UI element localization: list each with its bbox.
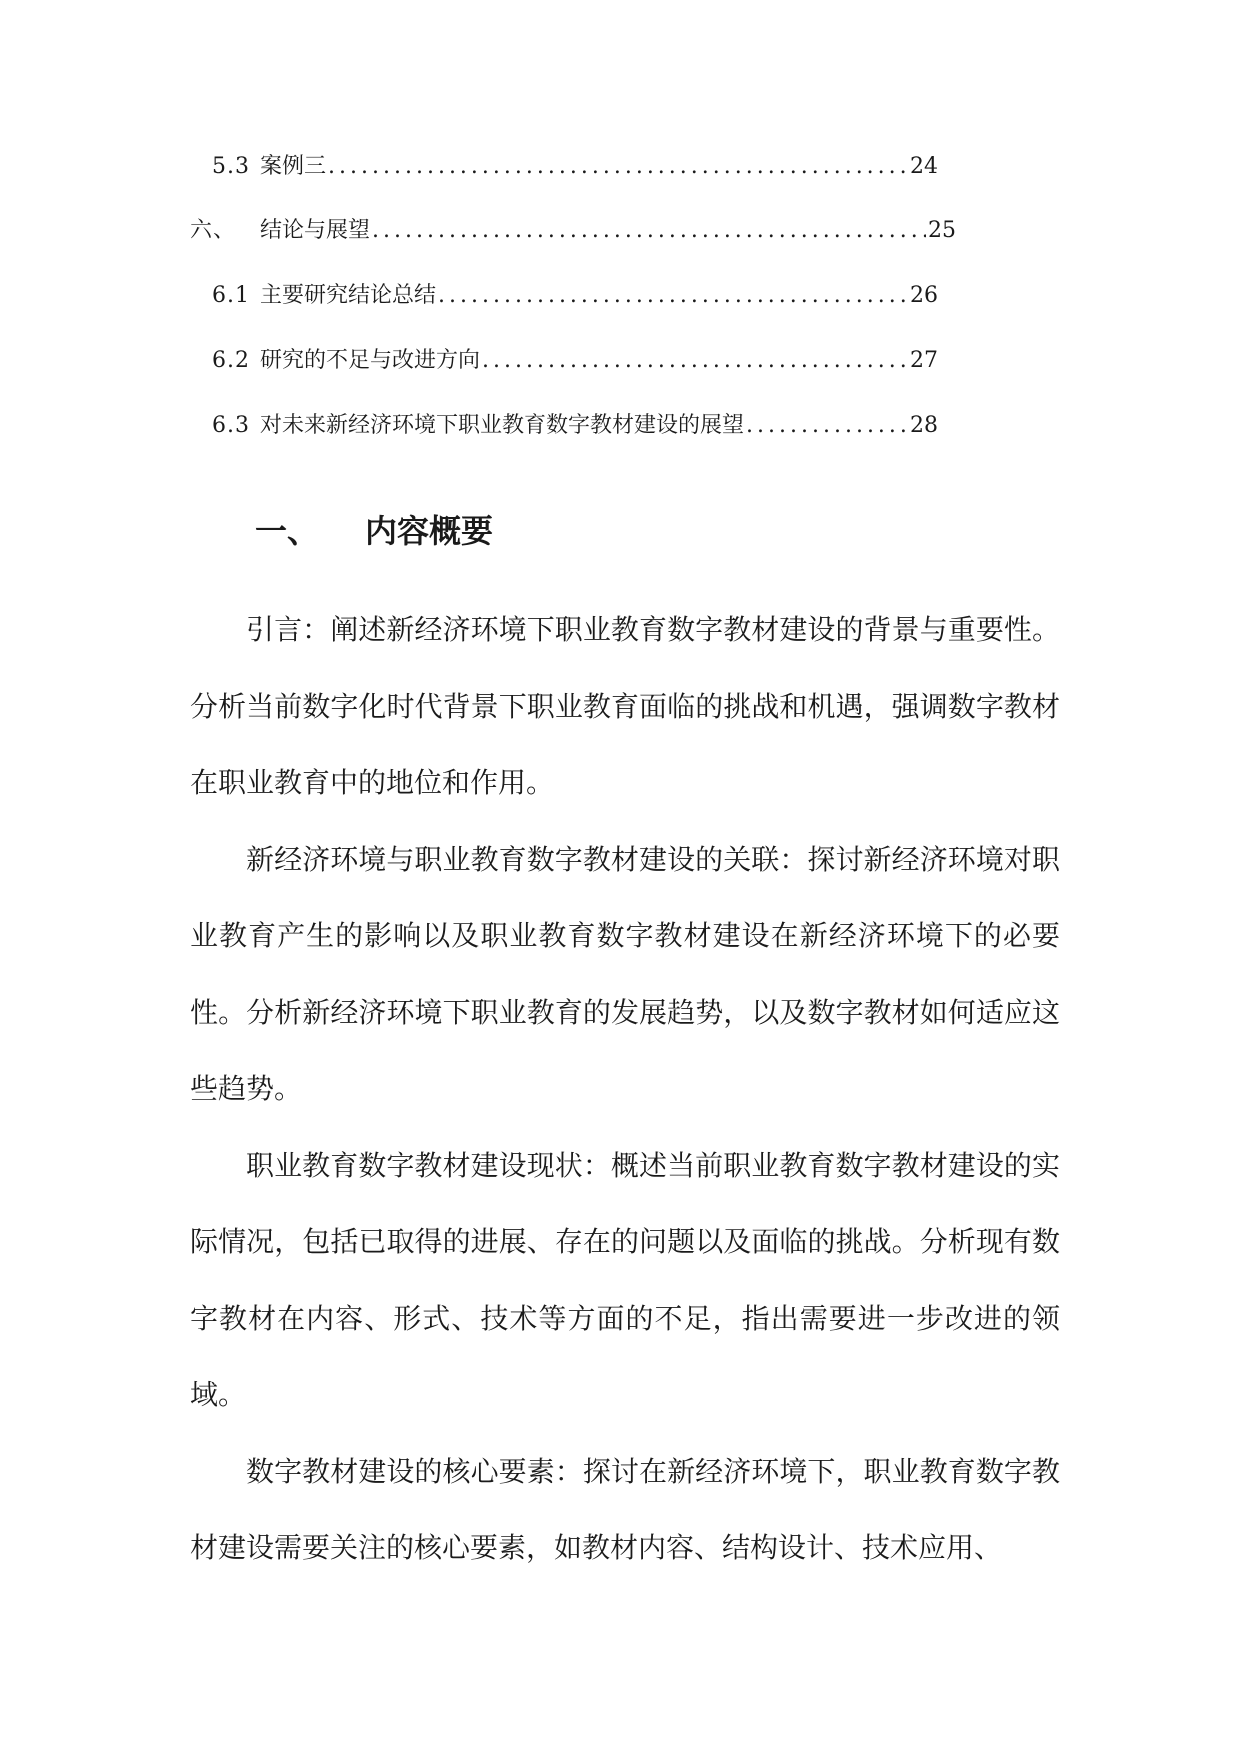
toc-entry-title: 研究的不足与改进方向 <box>260 348 481 373</box>
toc-entry-page: 28 <box>910 413 938 438</box>
toc-entry-5-3[interactable] <box>212 152 938 182</box>
toc-entry-title: 主要研究结论总结 <box>260 283 437 308</box>
toc-entry-number: 6.3 <box>212 413 250 438</box>
section-title: 内容概要 <box>365 512 494 550</box>
toc-leader-dots <box>438 281 908 311</box>
toc-entry-number: 5.3 <box>212 154 250 179</box>
section-heading <box>255 506 493 552</box>
toc-leader-dots <box>372 216 926 246</box>
toc-entry-page: 27 <box>910 348 938 373</box>
section-number: 一、 <box>255 512 320 550</box>
toc-entry-title: 对未来新经济环境下职业教育数字教材建设的展望 <box>260 413 745 438</box>
toc-entry-page: 26 <box>910 283 938 308</box>
paragraph-introduction: 引言：阐述新经济环境下职业教育数字教材建设的背景与重要性。分析当前数字化时代背景下职业教育面临的挑战和机遇，强调数字教材在职业教育中的地位和作用。 <box>190 613 1060 799</box>
toc-leader-dots <box>328 152 908 182</box>
toc-leader-dots <box>482 346 908 376</box>
toc-entry-page: 24 <box>910 154 938 179</box>
body-text <box>190 592 1060 1587</box>
toc-entry-number: 6.2 <box>212 348 250 373</box>
toc-entry-6[interactable] <box>190 216 956 246</box>
toc-entry-6-1[interactable] <box>212 281 938 311</box>
toc-entry-number: 六、 <box>190 218 237 243</box>
toc-entry-number: 6.1 <box>212 283 250 308</box>
toc-leader-dots <box>746 411 908 441</box>
paragraph-core-elements: 数字教材建设的核心要素：探讨在新经济环境下，职业教育数字教材建设需要关注的核心要素，如教材内容、结构设计、技术应用、 <box>190 1454 1060 1564</box>
toc-entry-6-3[interactable] <box>212 411 938 441</box>
toc-entry-page: 25 <box>928 218 956 243</box>
toc-entry-title: 结论与展望 <box>260 218 371 243</box>
paragraph-relation: 新经济环境与职业教育数字教材建设的关联：探讨新经济环境对职业教育产生的影响以及职业教育数字教材建设在新经济环境下的必要性。分析新经济环境下职业教育的发展趋势，以及数字教材如何适应这些趋势。 <box>190 842 1060 1105</box>
toc-entry-title: 案例三 <box>260 154 327 179</box>
paragraph-current-status: 职业教育数字教材建设现状：概述当前职业教育数字教材建设的实际情况，包括已取得的进展、存在的问题以及面临的挑战。分析现有数字教材在内容、形式、技术等方面的不足，指出需要进一步改进的领域。 <box>190 1148 1060 1411</box>
toc-entry-6-2[interactable] <box>212 346 938 376</box>
